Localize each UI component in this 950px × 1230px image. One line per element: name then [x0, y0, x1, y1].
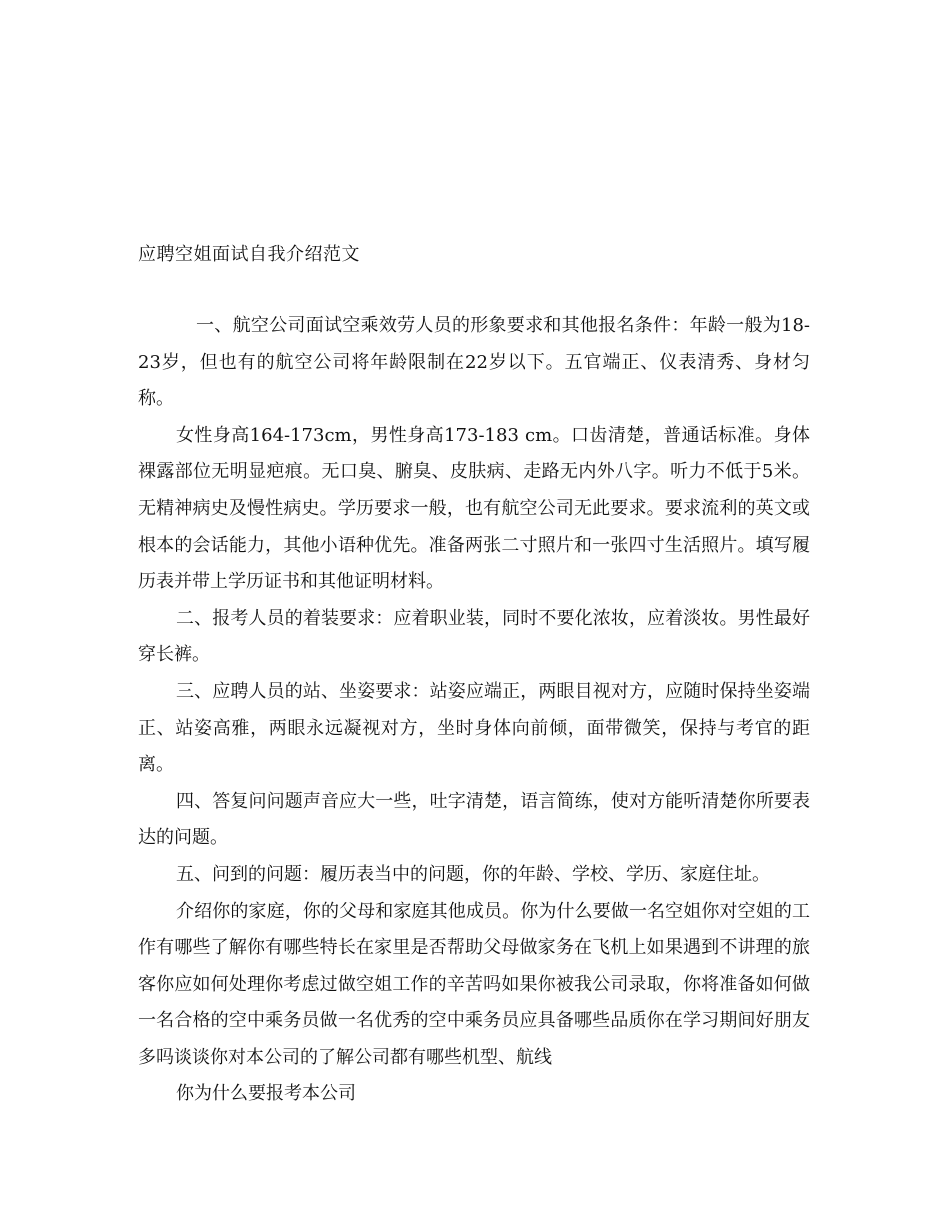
- paragraph-6: 五、问到的问题：履历表当中的问题，你的年龄、学校、学历、家庭住址。: [176, 863, 770, 885]
- paragraph-2: 女性身高164-173cm，男性身高173-183 cm。口齿清楚，普通话标准。身体裸露部位无明显疤痕。无口臭、腑臭、皮肤病、走路无内外八字。听力不低于5米。无精神病史及慢性病史。学历要求一般，也有航空公司无此要求。要求流利的英文或根本的会话能力，其他小语种优先。准备两张二寸照片和一张四寸生活照片。填写履历表并带上学历证书和其他证明材料。: [138, 424, 810, 593]
- paragraph-8: 你为什么要报考本公司: [176, 1083, 356, 1105]
- paragraph-5: 四、答复问问题声音应大一些，吐字清楚，语言简练，使对方能听清楚你所要表达的问题。: [138, 790, 810, 849]
- paragraph-7: 介绍你的家庭，你的父母和家庭其他成员。你为什么要做一名空姐你对空姐的工作有哪些了解你有哪些特长在家里是否帮助父母做家务在飞机上如果遇到不讲理的旅客你应如何处理你考虑过做空姐工作的辛苦吗如果你被我公司录取，你将准备如何做一名合格的空中乘务员做一名优秀的空中乘务员应具备哪些品质你在学习期间好朋友多吗谈谈你对本公司的了解公司都有哪些机型、航线: [138, 900, 810, 1068]
- paragraph-1: 一、航空公司面试空乘效劳人员的形象要求和其他报名条件：年龄一般为18-23岁，但也有的航空公司将年龄限制在22岁以下。五官端正、仪表清秀、身材匀称。: [138, 315, 810, 410]
- paragraph-3: 二、报考人员的着装要求：应着职业装，同时不要化浓妆，应着淡妆。男性最好穿长裤。: [138, 607, 810, 666]
- document-body: [138, 308, 810, 1113]
- document-title: 应聘空姐面试自我介绍范文: [138, 244, 360, 265]
- paragraph-4: 三、应聘人员的站、坐姿要求：站姿应端正，两眼目视对方，应随时保持坐姿端正、站姿高雅，两眼永远凝视对方，坐时身体向前倾，面带微笑，保持与考官的距离。: [138, 680, 810, 776]
